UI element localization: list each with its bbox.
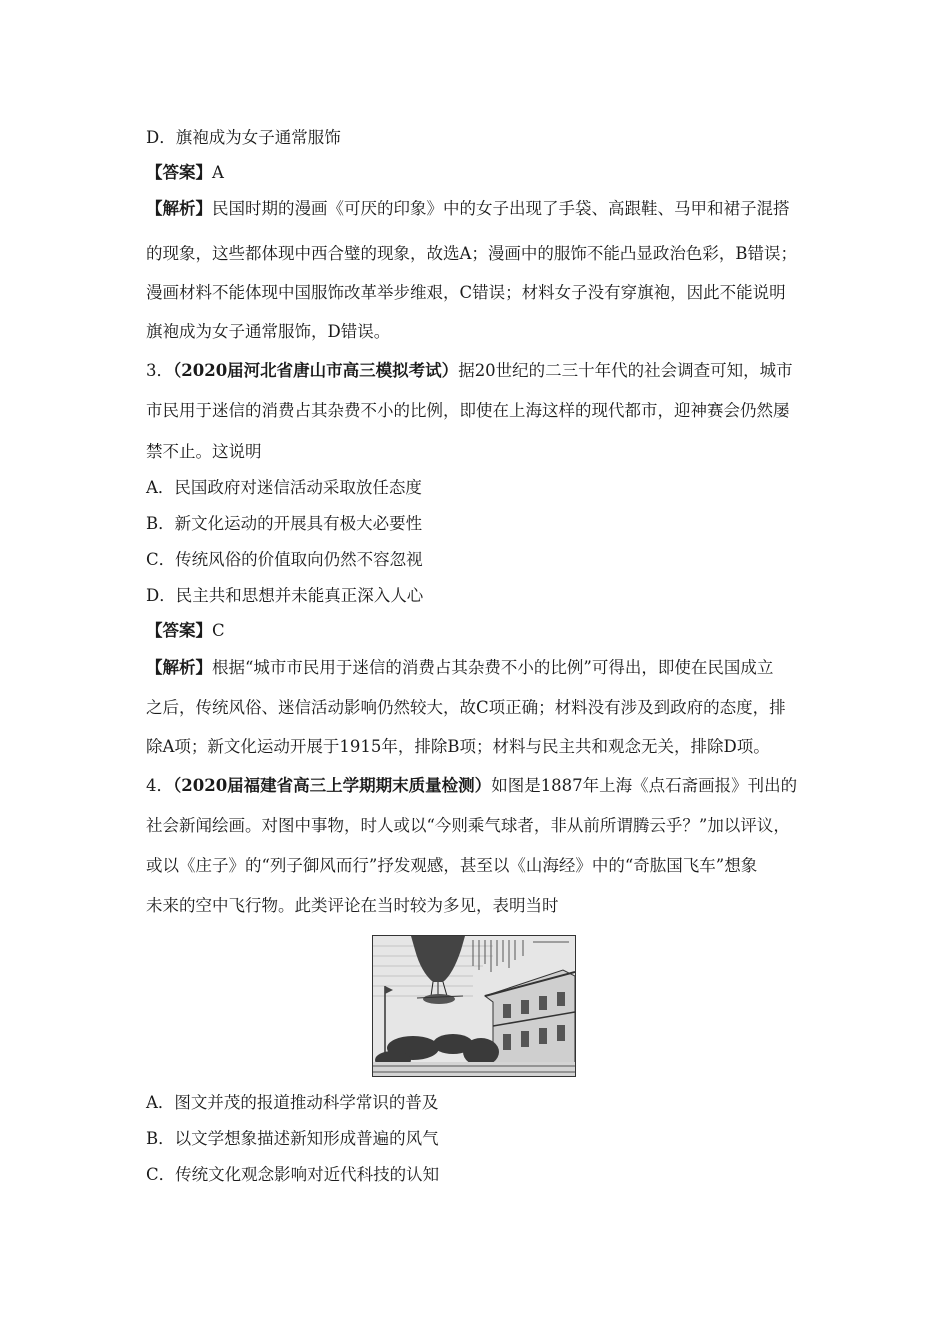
q2-analysis-line-4: 旗袍成为女子通常服饰，D错误。 [146, 322, 391, 341]
balloon-illustration [372, 935, 576, 1077]
q4-option-a: A．图文并茂的报道推动科学常识的普及 [146, 1093, 439, 1112]
q3-stem-line-3: 禁不止。这说明 [146, 442, 262, 461]
q4-stem-line-4: 未来的空中飞行物。此类评论在当时较为多见，表明当时 [146, 896, 559, 915]
q3-answer [146, 621, 225, 641]
q3-option-a: A．民国政府对迷信活动采取放任态度 [146, 478, 422, 497]
analysis-label: 【解析】 [146, 199, 212, 218]
analysis-text: 民国时期的漫画《可厌的印象》中的女子出现了手袋、高跟鞋、马甲和裙子混搭 [212, 199, 790, 218]
answer-label: 【答案】 [146, 163, 212, 182]
q2-answer [146, 163, 224, 183]
balloon-drawing [373, 936, 575, 1076]
question-number: 3． [146, 361, 173, 380]
question-source: （2020届福建省高三上学期期末质量检测） [173, 776, 492, 795]
q3-stem-line-1 [146, 361, 793, 381]
q3-analysis-line-3: 除A项；新文化运动开展于1915年，排除B项；材料与民主共和观念无关，排除D项。 [146, 737, 770, 756]
analysis-label: 【解析】 [146, 658, 212, 677]
q3-analysis-line-1 [146, 658, 773, 678]
q2-analysis-line-1 [146, 199, 790, 219]
analysis-text: 根据“城市市民用于迷信的消费占其杂费不小的比例”可得出，即使在民国成立 [212, 658, 774, 677]
q3-option-c: C．传统风俗的价值取向仍然不容忽视 [146, 550, 423, 569]
q4-stem-line-2: 社会新闻绘画。对图中事物，时人或以“今则乘气球者，非从前所谓腾云乎？”加以评议， [146, 816, 790, 835]
answer-value: A [212, 163, 224, 182]
q3-analysis-line-2: 之后，传统风俗、迷信活动影响仍然较大，故C项正确；材料没有涉及到政府的态度，排 [146, 698, 786, 717]
question-number: 4． [146, 776, 173, 795]
stem-text: 如图是1887年上海《点石斋画报》刊出的 [491, 776, 798, 795]
answer-label: 【答案】 [146, 621, 212, 640]
q2-analysis-line-2: 的现象，这些都体现中西合璧的现象，故选A；漫画中的服饰不能凸显政治色彩，B错误； [146, 244, 798, 263]
question-source: （2020届河北省唐山市高三模拟考试） [173, 361, 459, 380]
q4-option-b: B．以文学想象描述新知形成普遍的风气 [146, 1129, 439, 1148]
stem-text: 据20世纪的二三十年代的社会调查可知，城市 [458, 361, 793, 380]
q4-stem-line-3: 或以《庄子》的“列子御风而行”抒发观感，甚至以《山海经》中的“奇肱国飞车”想象 [146, 856, 758, 875]
q4-option-c: C．传统文化观念影响对近代科技的认知 [146, 1165, 440, 1184]
q3-stem-line-2: 市民用于迷信的消费占其杂费不小的比例，即使在上海这样的现代都市，迎神赛会仍然屡 [146, 401, 790, 420]
q2-option-d: D．旗袍成为女子通常服饰 [146, 128, 341, 147]
answer-value: C [212, 621, 225, 640]
q4-stem-line-1 [146, 776, 797, 796]
q2-analysis-line-3: 漫画材料不能体现中国服饰改革举步维艰，C错误；材料女子没有穿旗袍，因此不能说明 [146, 283, 786, 302]
q3-option-b: B．新文化运动的开展具有极大必要性 [146, 514, 423, 533]
q3-option-d: D．民主共和思想并未能真正深入人心 [146, 586, 424, 605]
